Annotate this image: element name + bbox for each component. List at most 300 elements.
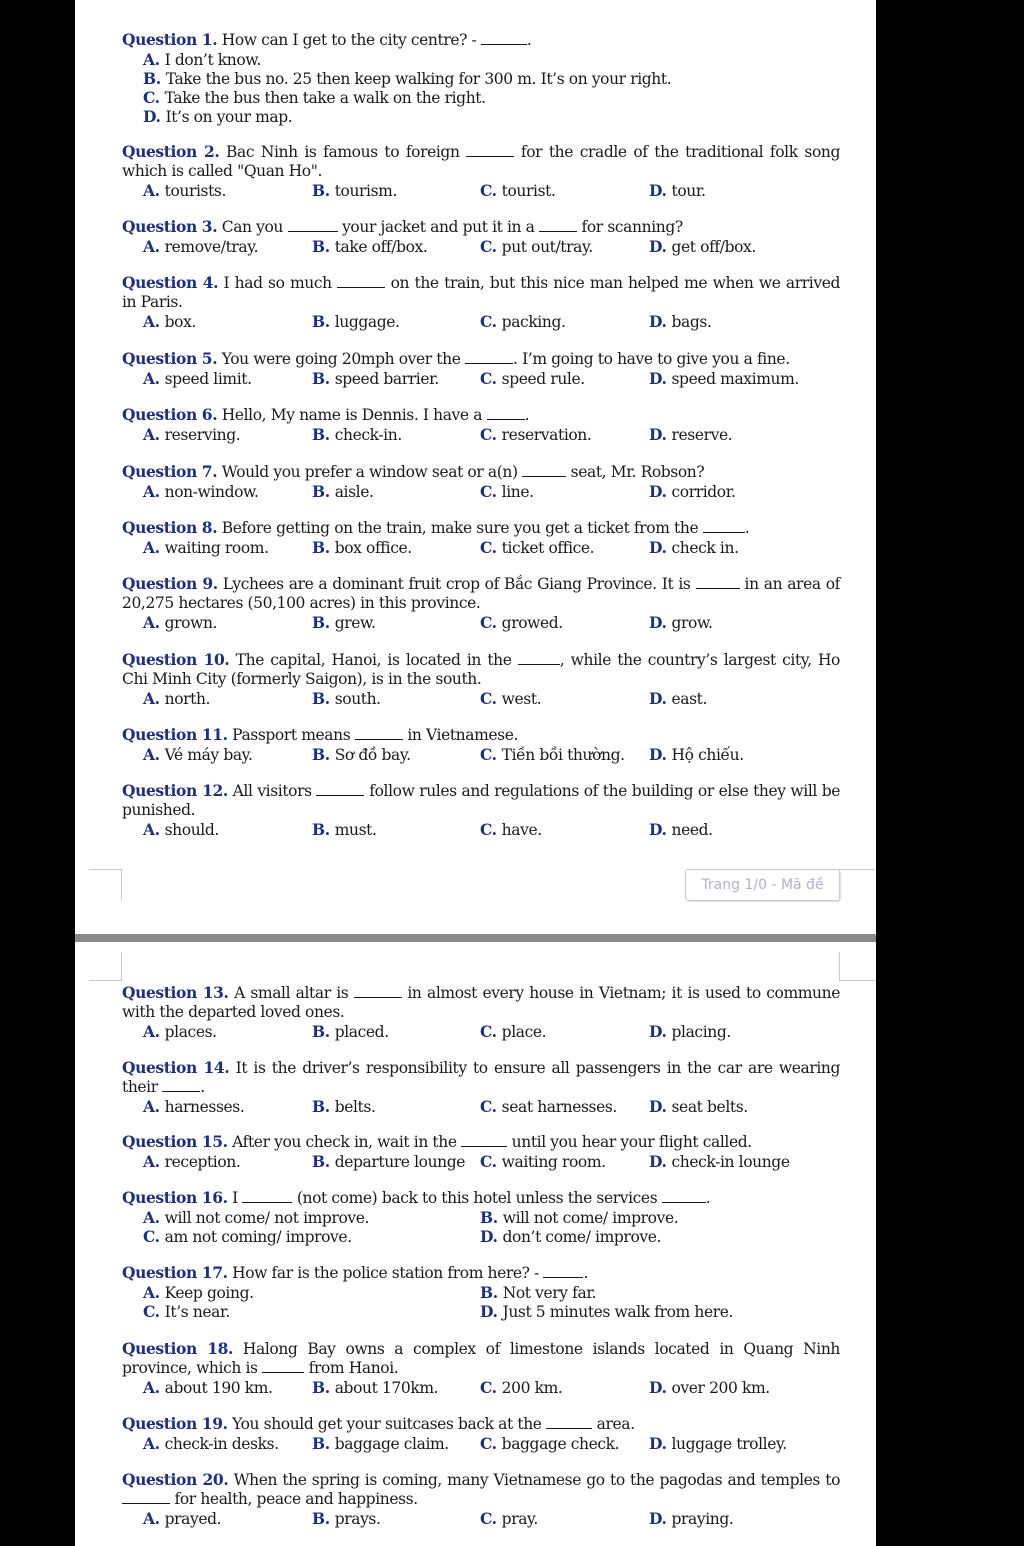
answer-option-a[interactable] xyxy=(143,538,269,558)
answer-option-d[interactable] xyxy=(649,369,799,389)
worksheet-page-2 xyxy=(75,942,876,1546)
option-text: 200 km. xyxy=(501,1379,563,1397)
question-label: Question 12. xyxy=(122,781,228,800)
option-letter: B. xyxy=(312,312,330,331)
answer-option-b[interactable] xyxy=(312,237,427,257)
question-item xyxy=(122,30,840,126)
question-text: on the train, but this nice man helped me when we arrived in Paris. xyxy=(122,274,840,311)
answer-option-c[interactable] xyxy=(480,613,563,633)
answer-option-c[interactable] xyxy=(480,538,594,558)
answer-option-d[interactable] xyxy=(649,1378,770,1398)
option-letter: B. xyxy=(312,538,330,557)
option-letter: A. xyxy=(143,820,160,839)
option-text: speed limit. xyxy=(164,370,252,388)
option-letter: B. xyxy=(312,745,330,764)
answer-option-c[interactable] xyxy=(143,1227,352,1247)
question-text: How far is the police station from here? - xyxy=(232,1264,544,1282)
options-row xyxy=(122,1097,840,1116)
answer-option-b[interactable] xyxy=(312,369,439,389)
option-text: packing. xyxy=(501,313,566,331)
option-text: grow. xyxy=(671,614,713,632)
option-letter: C. xyxy=(480,369,497,388)
question-label: Question 13. xyxy=(122,983,229,1002)
question-item xyxy=(122,1263,840,1321)
option-letter: A. xyxy=(143,538,160,557)
question-item xyxy=(122,273,840,331)
question-label: Question 11. xyxy=(122,725,228,744)
option-text: Keep going. xyxy=(164,1284,254,1302)
option-text: prayed. xyxy=(164,1510,222,1528)
question-text: Can you xyxy=(221,218,288,236)
option-text: will not come/ not improve. xyxy=(164,1209,370,1227)
answer-option-b[interactable] xyxy=(312,1434,449,1454)
answer-option-d[interactable] xyxy=(649,1509,733,1529)
option-text: baggage claim. xyxy=(334,1435,449,1453)
answer-option-b[interactable] xyxy=(312,1152,465,1172)
answer-option-a[interactable] xyxy=(143,613,217,633)
option-text: should. xyxy=(164,821,219,839)
answer-option-d[interactable] xyxy=(480,1302,733,1322)
answer-option-b[interactable] xyxy=(312,1378,438,1398)
answer-option-d[interactable] xyxy=(649,689,707,709)
option-text: place. xyxy=(501,1023,547,1041)
question-stem xyxy=(122,1470,840,1509)
question-text: . xyxy=(524,406,530,424)
answer-blank xyxy=(262,1359,304,1373)
answer-option-c[interactable] xyxy=(480,181,556,201)
options-row xyxy=(122,369,840,388)
option-text: check-in lounge xyxy=(671,1153,790,1171)
answer-option-d[interactable] xyxy=(649,425,732,445)
option-text: places. xyxy=(164,1023,217,1041)
answer-blank xyxy=(355,726,403,740)
option-letter: D. xyxy=(649,745,667,764)
answer-option-c[interactable] xyxy=(480,312,566,332)
option-letter: A. xyxy=(143,1378,160,1397)
option-letter: A. xyxy=(143,745,160,764)
option-text: reservation. xyxy=(501,426,592,444)
option-letter: B. xyxy=(312,1434,330,1453)
option-letter: D. xyxy=(480,1302,498,1321)
page-corner-mark xyxy=(839,869,875,870)
question-item xyxy=(122,1414,840,1453)
answer-option-b[interactable] xyxy=(312,312,400,332)
option-letter: C. xyxy=(480,1434,497,1453)
question-item xyxy=(122,217,840,256)
answer-blank xyxy=(242,1189,292,1203)
answer-blank xyxy=(518,651,560,665)
option-text: reserving. xyxy=(164,426,241,444)
answer-option-a[interactable] xyxy=(143,745,253,765)
option-text: placing. xyxy=(671,1023,731,1041)
question-stem xyxy=(122,518,840,538)
option-text: I don’t know. xyxy=(164,51,261,69)
question-stem xyxy=(122,1339,840,1378)
answer-option-d[interactable] xyxy=(649,482,736,502)
question-label: Question 18. xyxy=(122,1339,233,1358)
option-text: about 170km. xyxy=(334,1379,439,1397)
answer-option-d[interactable] xyxy=(649,745,744,765)
answer-option-c[interactable] xyxy=(480,425,591,445)
question-item xyxy=(122,142,840,200)
question-item xyxy=(122,518,840,557)
question-label: Question 3. xyxy=(122,217,218,236)
options-row xyxy=(122,745,840,764)
option-text: pray. xyxy=(501,1510,538,1528)
answer-option-c[interactable] xyxy=(143,1302,230,1322)
question-stem xyxy=(122,462,840,482)
answer-option-d[interactable] xyxy=(143,107,292,127)
answer-blank xyxy=(696,575,740,589)
answer-option-a[interactable] xyxy=(143,1208,369,1228)
option-text: tourist. xyxy=(501,182,556,200)
question-stem xyxy=(122,1414,840,1434)
question-text: When the spring is coming, many Vietnamese go to the pagodas and temples to xyxy=(233,1471,841,1489)
option-letter: C. xyxy=(143,1227,160,1246)
options-row xyxy=(122,312,840,331)
answer-option-a[interactable] xyxy=(143,1283,254,1303)
answer-option-c[interactable] xyxy=(480,1152,606,1172)
option-text: north. xyxy=(164,690,211,708)
option-letter: C. xyxy=(480,312,497,331)
question-stem xyxy=(122,217,840,237)
answer-option-a[interactable] xyxy=(143,50,261,70)
option-letter: C. xyxy=(480,538,497,557)
answer-blank xyxy=(546,1415,592,1429)
answer-option-b[interactable] xyxy=(312,1022,389,1042)
option-letter: A. xyxy=(143,1434,160,1453)
option-letter: A. xyxy=(143,689,160,708)
option-text: grew. xyxy=(334,614,376,632)
options-row xyxy=(122,1434,840,1453)
answer-option-a[interactable] xyxy=(143,369,252,389)
question-text: (not come) back to this hotel unless the services xyxy=(292,1189,662,1207)
option-text: grown. xyxy=(164,614,218,632)
page-corner-mark xyxy=(89,952,122,981)
option-text: reception. xyxy=(164,1153,241,1171)
answer-option-b[interactable] xyxy=(312,613,376,633)
option-letter: A. xyxy=(143,50,160,69)
answer-blank xyxy=(466,143,514,157)
option-text: prays. xyxy=(334,1510,381,1528)
option-letter: B. xyxy=(312,1022,330,1041)
question-text: You were going 20mph over the xyxy=(221,350,466,368)
option-letter: D. xyxy=(649,613,667,632)
option-letter: C. xyxy=(480,745,497,764)
question-text: It is the driver’s responsibility to ensure all passengers in the car are wearing their xyxy=(122,1059,841,1096)
question-text: Lychees are a dominant fruit crop of Bắc Giang Province. It is xyxy=(222,575,696,593)
question-text: All visitors xyxy=(232,782,317,800)
question-stem xyxy=(122,142,840,181)
options-row xyxy=(122,1208,840,1246)
answer-option-b[interactable] xyxy=(312,181,397,201)
answer-option-c[interactable] xyxy=(480,689,541,709)
option-text: box office. xyxy=(334,539,412,557)
answer-option-d[interactable] xyxy=(649,1152,790,1172)
question-item xyxy=(122,405,840,444)
question-item xyxy=(122,1058,840,1116)
answer-option-d[interactable] xyxy=(649,538,739,558)
option-letter: B. xyxy=(312,482,330,501)
question-text: Passport means xyxy=(232,726,355,744)
option-letter: C. xyxy=(480,237,497,256)
question-stem xyxy=(122,1188,840,1208)
question-item xyxy=(122,349,840,388)
options-row xyxy=(122,237,840,256)
options-row xyxy=(122,820,840,839)
question-label: Question 9. xyxy=(122,574,218,593)
answer-option-d[interactable] xyxy=(649,237,756,257)
question-text: . I’m going to have to give you a fine. xyxy=(513,350,790,368)
option-letter: D. xyxy=(649,312,667,331)
question-item xyxy=(122,1470,840,1528)
option-letter: B. xyxy=(312,425,330,444)
option-letter: D. xyxy=(649,1434,667,1453)
answer-blank xyxy=(543,1264,583,1278)
option-text: speed maximum. xyxy=(671,370,799,388)
option-letter: B. xyxy=(480,1283,498,1302)
question-label: Question 20. xyxy=(122,1470,229,1489)
answer-option-a[interactable] xyxy=(143,1097,244,1117)
question-text: I xyxy=(232,1189,243,1207)
answer-option-d[interactable] xyxy=(649,312,711,332)
answer-option-c[interactable] xyxy=(480,237,593,257)
question-text: Hello, My name is Dennis. I have a xyxy=(221,406,487,424)
option-text: will not come/ improve. xyxy=(502,1209,679,1227)
question-text: your jacket and put it in a xyxy=(337,218,540,236)
question-text: I had so much xyxy=(223,274,338,292)
answer-option-c[interactable] xyxy=(143,88,486,108)
question-item xyxy=(122,462,840,501)
option-letter: A. xyxy=(143,1509,160,1528)
question-text: in Vietnamese. xyxy=(402,726,519,744)
option-letter: C. xyxy=(480,1378,497,1397)
option-text: south. xyxy=(334,690,381,708)
answer-option-c[interactable] xyxy=(480,1509,538,1529)
option-letter: B. xyxy=(480,1208,498,1227)
answer-option-d[interactable] xyxy=(649,181,706,201)
option-text: belts. xyxy=(334,1098,376,1116)
question-text: for health, peace and happiness. xyxy=(170,1490,418,1508)
question-stem xyxy=(122,1132,840,1152)
answer-option-d[interactable] xyxy=(649,613,713,633)
question-label: Question 19. xyxy=(122,1414,228,1433)
option-letter: A. xyxy=(143,425,160,444)
option-text: must. xyxy=(334,821,377,839)
answer-option-b[interactable] xyxy=(143,69,671,89)
question-stem xyxy=(122,405,840,425)
option-letter: B. xyxy=(312,181,330,200)
question-text: Bac Ninh is famous to foreign xyxy=(226,143,467,161)
answer-option-a[interactable] xyxy=(143,425,240,445)
answer-option-b[interactable] xyxy=(312,425,402,445)
answer-option-d[interactable] xyxy=(649,1097,748,1117)
option-letter: D. xyxy=(649,181,667,200)
answer-option-a[interactable] xyxy=(143,1378,273,1398)
option-letter: C. xyxy=(480,1022,497,1041)
question-stem xyxy=(122,273,840,312)
option-text: seat harnesses. xyxy=(501,1098,617,1116)
answer-blank xyxy=(487,406,525,420)
option-text: don’t come/ improve. xyxy=(502,1228,662,1246)
option-letter: C. xyxy=(480,425,497,444)
option-letter: B. xyxy=(312,237,330,256)
options-row xyxy=(122,181,840,200)
option-text: It’s near. xyxy=(164,1303,230,1321)
question-item xyxy=(122,725,840,764)
answer-option-c[interactable] xyxy=(480,482,534,502)
answer-option-c[interactable] xyxy=(480,820,542,840)
options-row xyxy=(122,1152,840,1171)
question-item xyxy=(122,983,840,1041)
answer-option-a[interactable] xyxy=(143,1434,279,1454)
answer-option-a[interactable] xyxy=(143,1509,221,1529)
answer-option-a[interactable] xyxy=(143,820,219,840)
answer-option-b[interactable] xyxy=(480,1208,678,1228)
option-text: corridor. xyxy=(671,483,736,501)
options-row xyxy=(122,1022,840,1041)
option-letter: C. xyxy=(480,613,497,632)
option-letter: C. xyxy=(143,88,160,107)
option-letter: D. xyxy=(649,1152,667,1171)
answer-option-d[interactable] xyxy=(649,1022,731,1042)
question-text: for the cradle of the traditional folk song which is called "Quan Ho". xyxy=(122,143,840,180)
question-text: until you hear your flight called. xyxy=(507,1133,752,1151)
answer-blank xyxy=(354,984,402,998)
option-text: It’s on your map. xyxy=(165,108,293,126)
answer-option-a[interactable] xyxy=(143,312,196,332)
question-stem xyxy=(122,725,840,745)
question-text: , while the country’s largest city, Ho Chi Minh City (formerly Saigon), is in the south. xyxy=(122,651,840,688)
option-letter: C. xyxy=(143,1302,160,1321)
answer-option-c[interactable] xyxy=(480,745,625,765)
answer-option-d[interactable] xyxy=(649,820,713,840)
question-label: Question 17. xyxy=(122,1263,228,1282)
option-text: tour. xyxy=(671,182,706,200)
answer-option-b[interactable] xyxy=(312,689,381,709)
option-letter: D. xyxy=(649,689,667,708)
option-letter: A. xyxy=(143,1022,160,1041)
answer-option-d[interactable] xyxy=(649,1434,787,1454)
options-row xyxy=(122,1283,840,1321)
question-label: Question 4. xyxy=(122,273,219,292)
question-text: Before getting on the train, make sure you get a ticket from the xyxy=(221,519,703,537)
question-stem xyxy=(122,983,840,1022)
answer-option-c[interactable] xyxy=(480,1378,562,1398)
option-text: Just 5 minutes walk from here. xyxy=(502,1303,734,1321)
answer-option-d[interactable] xyxy=(480,1227,661,1247)
options-row xyxy=(122,69,840,88)
answer-option-c[interactable] xyxy=(480,1434,619,1454)
page-corner-mark xyxy=(89,869,122,900)
answer-option-b[interactable] xyxy=(312,1509,381,1529)
option-text: Tiền bồi thường. xyxy=(501,746,625,764)
answer-option-a[interactable] xyxy=(143,1152,240,1172)
option-text: Sơ đồ bay. xyxy=(334,746,411,764)
answer-option-b[interactable] xyxy=(312,820,377,840)
question-text: . xyxy=(744,519,750,537)
question-label: Question 5. xyxy=(122,349,218,368)
answer-option-b[interactable] xyxy=(312,482,374,502)
question-stem xyxy=(122,781,840,820)
answer-option-a[interactable] xyxy=(143,689,210,709)
question-stem xyxy=(122,1263,840,1283)
answer-option-a[interactable] xyxy=(143,482,259,502)
answer-blank xyxy=(337,274,385,288)
answer-blank xyxy=(703,519,745,533)
question-text: . xyxy=(526,31,532,49)
answer-option-b[interactable] xyxy=(312,745,411,765)
option-text: Vé máy bay. xyxy=(164,746,253,764)
answer-option-a[interactable] xyxy=(143,181,226,201)
question-stem xyxy=(122,30,840,50)
answer-blank xyxy=(481,31,527,45)
option-letter: B. xyxy=(312,1378,330,1397)
answer-blank xyxy=(465,350,513,364)
question-text: follow rules and regulations of the building or else they will be punished. xyxy=(122,782,841,819)
option-text: ticket office. xyxy=(501,539,595,557)
question-item xyxy=(122,650,840,708)
option-text: aisle. xyxy=(334,483,374,501)
question-label: Question 14. xyxy=(122,1058,230,1077)
question-label: Question 6. xyxy=(122,405,218,424)
question-text: . xyxy=(583,1264,588,1282)
option-text: waiting room. xyxy=(164,539,269,557)
option-text: over 200 km. xyxy=(671,1379,770,1397)
option-letter: C. xyxy=(480,820,497,839)
answer-blank xyxy=(162,1078,200,1092)
question-text: You should get your suitcases back at the xyxy=(232,1415,547,1433)
answer-option-c[interactable] xyxy=(480,1022,546,1042)
options-row xyxy=(122,88,840,107)
worksheet-page-1 xyxy=(75,0,876,936)
answer-blank xyxy=(461,1133,507,1147)
option-letter: C. xyxy=(480,1152,497,1171)
answer-option-a[interactable] xyxy=(143,1022,217,1042)
answer-option-b[interactable] xyxy=(312,1097,375,1117)
question-text: How can I get to the city centre? - xyxy=(221,31,481,49)
option-letter: C. xyxy=(480,689,497,708)
option-text: waiting room. xyxy=(501,1153,606,1171)
answer-option-a[interactable] xyxy=(143,237,258,257)
answer-option-c[interactable] xyxy=(480,1097,617,1117)
answer-option-c[interactable] xyxy=(480,369,585,389)
option-text: harnesses. xyxy=(164,1098,245,1116)
answer-blank xyxy=(662,1189,706,1203)
question-text: from Hanoi. xyxy=(304,1359,399,1377)
option-letter: A. xyxy=(143,312,160,331)
answer-option-b[interactable] xyxy=(312,538,412,558)
answer-blank xyxy=(539,218,577,232)
question-text: Halong Bay owns a complex of limestone islands located in Quang Ninh province, which is xyxy=(122,1340,841,1377)
question-stem xyxy=(122,574,840,613)
option-letter: B. xyxy=(143,69,161,88)
question-text: for scanning? xyxy=(577,218,683,236)
option-letter: B. xyxy=(312,1097,330,1116)
option-text: am not coming/ improve. xyxy=(164,1228,352,1246)
question-text: . xyxy=(200,1078,205,1096)
option-text: reserve. xyxy=(671,426,733,444)
options-row xyxy=(122,1378,840,1397)
option-letter: B. xyxy=(312,1152,330,1171)
question-label: Question 15. xyxy=(122,1132,228,1151)
option-text: box. xyxy=(164,313,196,331)
answer-option-b[interactable] xyxy=(480,1283,596,1303)
question-item xyxy=(122,781,840,839)
option-text: speed barrier. xyxy=(334,370,439,388)
question-label: Question 1. xyxy=(122,30,218,49)
options-row xyxy=(122,613,840,632)
